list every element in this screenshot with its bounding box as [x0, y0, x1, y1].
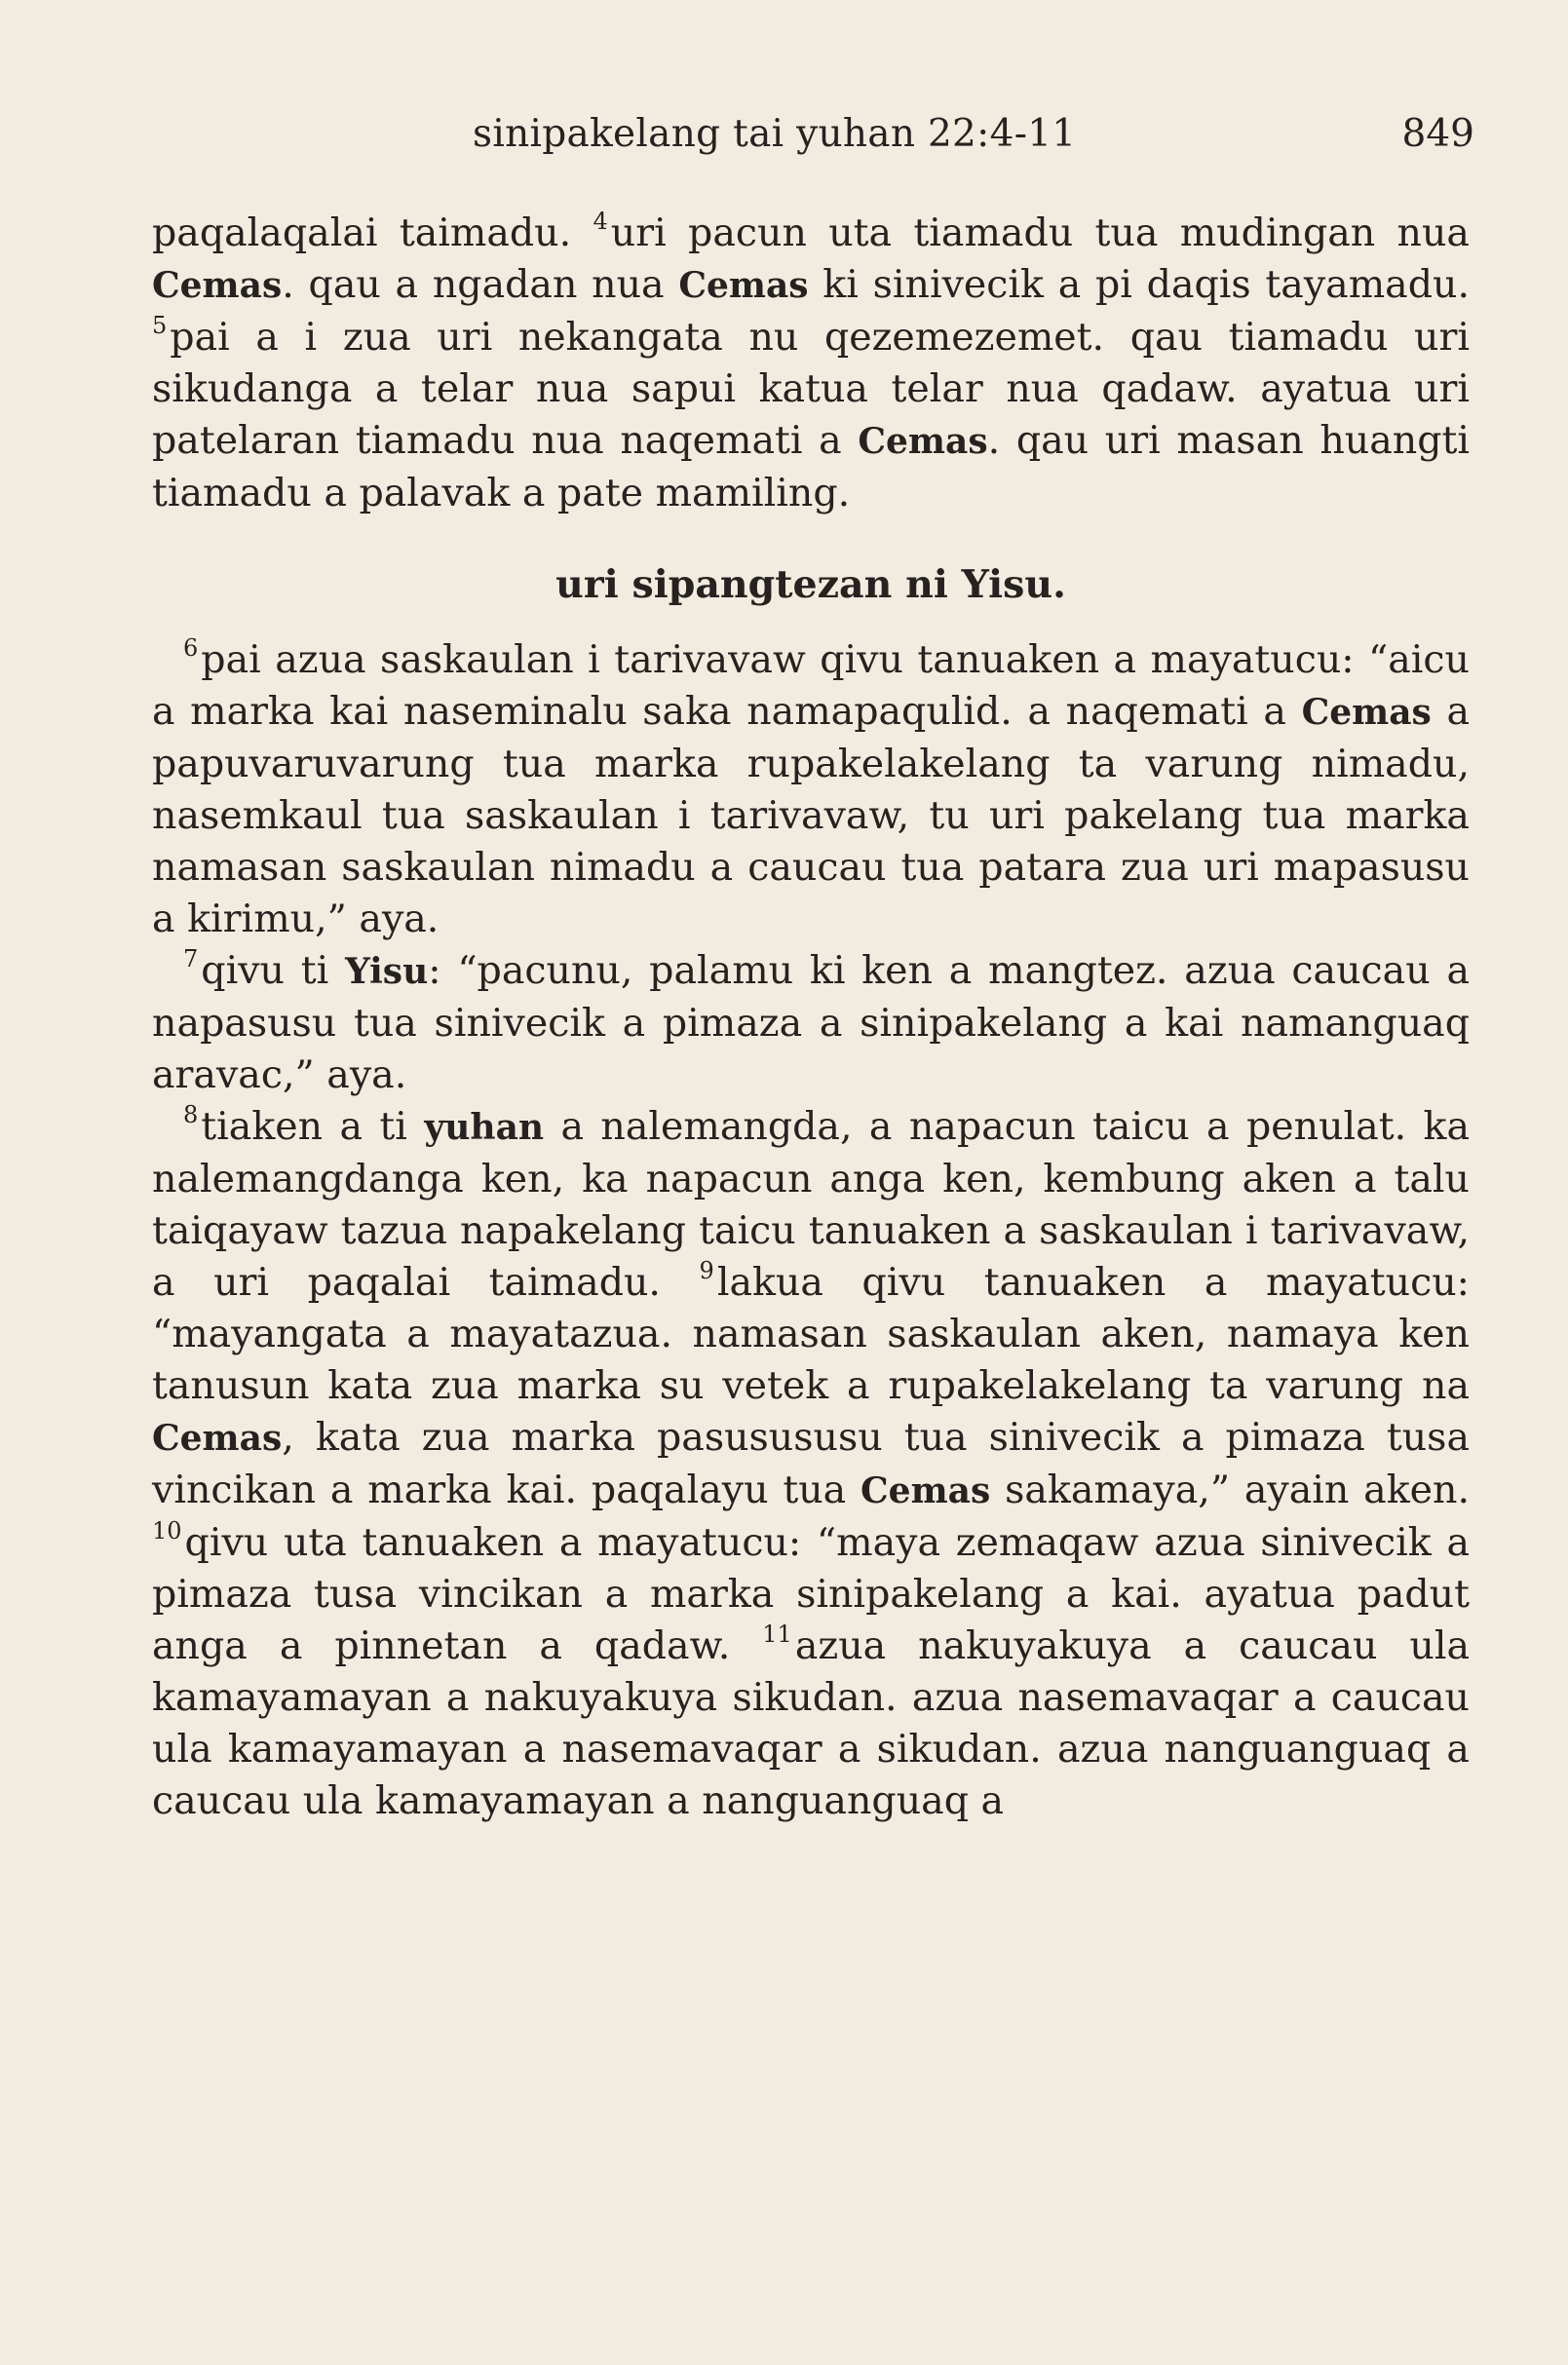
verse-number: 8: [183, 1100, 199, 1128]
text-run: paqalaqalai taimadu.: [152, 210, 593, 255]
verse-number: 11: [762, 1620, 792, 1648]
text-run: qivu uta tanuaken a mayatucu: “maya zemaqaw azua sinivecik a pimaza tusa vincikan a marka sinipakelang a kai. ayatua padut anga a pinnetan a qadaw.: [152, 1520, 1470, 1668]
text-run: qivu ti: [201, 948, 346, 993]
bold-name: Cemas: [678, 265, 809, 306]
bold-name: yuhan: [424, 1107, 545, 1148]
text-run: , kata zua marka pasusususu tua sinivecik a pimaza tusa vincikan a marka kai. paqalayu tua: [152, 1415, 1470, 1512]
body-text: [152, 208, 1470, 1827]
verse-number: 6: [183, 633, 199, 662]
text-run: tiaken a ti: [201, 1104, 425, 1149]
verse-number: 9: [699, 1256, 714, 1284]
section-heading: uri sipangtezan ni Yisu.: [555, 562, 1066, 607]
text-run: a nalemangda, a napacun taicu a penulat. ka nalemangdanga ken, ka napacun anga ken, kembung aken a talu taiqayaw tazua napakelang taicu tanuaken a saskaulan i tarivavaw, a uri paqalai taimadu.: [152, 1104, 1471, 1305]
text-run: sakamaya,” ayain aken.: [990, 1468, 1470, 1512]
text-run: lakua qivu tanuaken a mayatucu: “mayangata a mayatazua. namasan saskaulan aken, namaya ken tanusun kata zua marka su vetek a rupakelakelang ta varung na: [152, 1260, 1470, 1408]
text-run: : “pacunu, palamu ki ken a mangtez. azua caucau a napasusu tua sinivecik a pimaza a sinipakelang a kai namanguaq aravac,” aya.: [152, 948, 1470, 1097]
page-number: 849: [1401, 112, 1474, 156]
text-run: a papuvaruvarung tua marka rupakelakelang ta varung nimadu, nasemkaul tua saskaulan i tarivavaw, tu uri pakelang tua marka namasan saskaulan nimadu a caucau tua patara zua uri mapasusu a kirimu,” aya.: [152, 689, 1470, 941]
paragraph: [152, 208, 1470, 519]
paragraph: [152, 945, 1470, 1101]
paragraph-group-1: [152, 208, 1470, 519]
verse-number: 10: [152, 1516, 182, 1545]
verse-number: 7: [183, 944, 199, 973]
text-run: ki sinivecik a pi daqis tayamadu.: [808, 262, 1470, 307]
paragraph-group-2: [152, 634, 1470, 1827]
text-run: azua nakuyakuya a caucau ula kamayamayan a nakuyakuya sikudan. azua nasemavaqar a caucau ula kamayamayan a nasemavaqar a sikudan. azua nanguanguaq a caucau ula kamayamayan a nanguanguaq a: [152, 1623, 1471, 1823]
paragraph: [152, 634, 1470, 945]
running-head: sinipakelang tai yuhan 22:4-11: [473, 112, 1077, 156]
bold-name: Cemas: [152, 265, 283, 306]
text-run: . qau uri masan huangti tiamadu a palavak a pate mamiling.: [152, 418, 1470, 515]
verse-number: 5: [152, 311, 168, 339]
text-run: uri pacun uta tiamadu tua mudingan nua: [610, 210, 1470, 255]
text-run: . qau a ngadan nua: [282, 262, 679, 307]
verse-number: 4: [593, 207, 608, 235]
text-run: pai azua saskaulan i tarivavaw qivu tanuaken a mayatucu: “aicu a marka kai naseminalu saka namapaqulid. a naqemati a: [152, 637, 1470, 734]
bold-name: Cemas: [152, 1418, 283, 1459]
bold-name: Cemas: [858, 421, 988, 462]
bold-name: Yisu: [345, 951, 429, 992]
bold-name: Cemas: [1301, 692, 1432, 733]
text-run: pai a i zua uri nekangata nu qezemezemet. qau tiamadu uri sikudanga a telar nua sapui katua telar nua qadaw. ayatua uri patelaran tiamadu nua naqemati a: [152, 315, 1470, 463]
paragraph: [152, 1101, 1470, 1827]
page-header: [0, 105, 1568, 164]
bold-name: Cemas: [860, 1470, 991, 1511]
